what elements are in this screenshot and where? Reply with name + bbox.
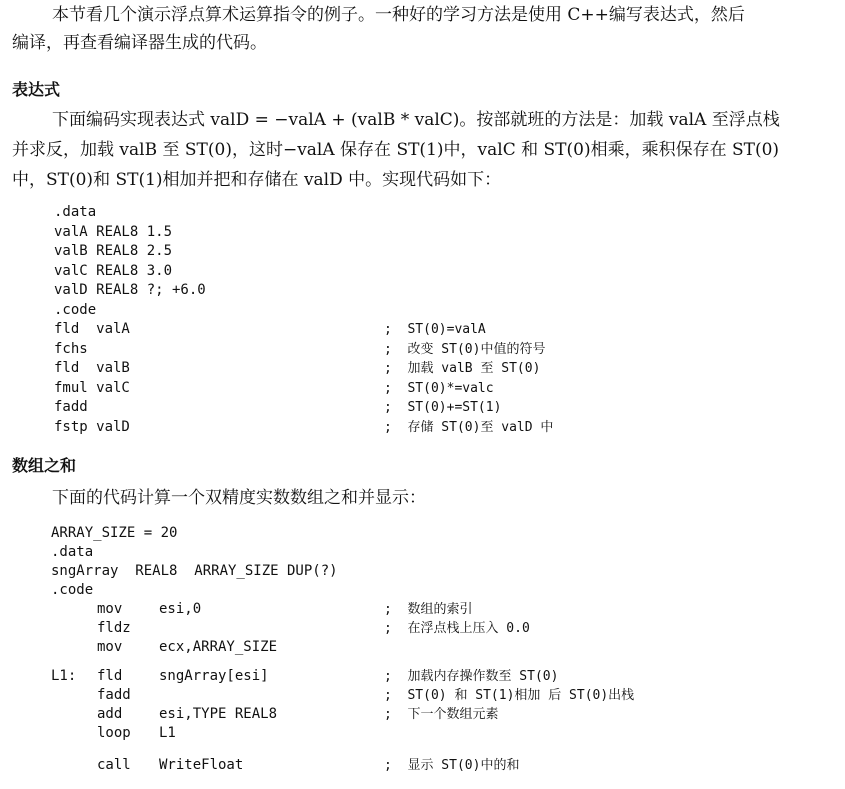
expression-paragraph-line-1: 下面编码实现表达式 valD = −valA + (valB * valC)。按部就班的方法是：加载 valA 至浮点栈 [52, 110, 780, 130]
intro-line-1: 本节看几个演示浮点算术运算指令的例子。一种好的学习方法是使用 C++编写表达式，然后 [52, 5, 745, 25]
section-heading-array-sum: 数组之和 [12, 456, 77, 475]
code-block-expression: .data valA REAL8 1.5 valB REAL8 2.5 valC REAL8 3.0 valD REAL8 ?; +6.0 .code fld valA ; ST(0)=valA fchs ; 改变 ST(0)中值的符号 fld valB ; 加载 valB 至 ST(0) fmul valC ; ST(0)*=valc fadd ; ST(0)+=ST(1) fstp valD ; 存储 ST(0)至 valD 中 [54, 204, 554, 435]
code-block-array-sum: ARRAY_SIZE = 20 .data sngArray REAL8 ARRAY_SIZE DUP(?) .code mov esi,0 ; 数组的索引 fldz ; 在浮点栈上压入 0.0 mov ecx,ARRAY_SIZE L1: fld sngArray[esi] ; 加载内存操作数至 ST(0) fadd ; ST(0) 和 ST(1)相加 后 ST(0)出栈 add esi,TYPE REAL8 ; 下一个数组元素 loop L1 call WriteFloat ; 显示 ST(0)中的和 [51, 525, 635, 773]
array-sum-paragraph: 下面的代码计算一个双精度实数数组之和并显示： [52, 488, 426, 508]
section-heading-expression: 表达式 [12, 80, 61, 99]
expression-paragraph-line-2: 并求反，加载 valB 至 ST(0)，这时−valA 保存在 ST(1)中，valC 和 ST(0)相乘，乘积保存在 ST(0) [12, 140, 780, 160]
intro-line-2: 编译，再查看编译器生成的代码。 [12, 33, 267, 53]
expression-paragraph-line-3: 中，ST(0)和 ST(1)相加并把和存储在 valD 中。实现代码如下： [12, 170, 502, 190]
